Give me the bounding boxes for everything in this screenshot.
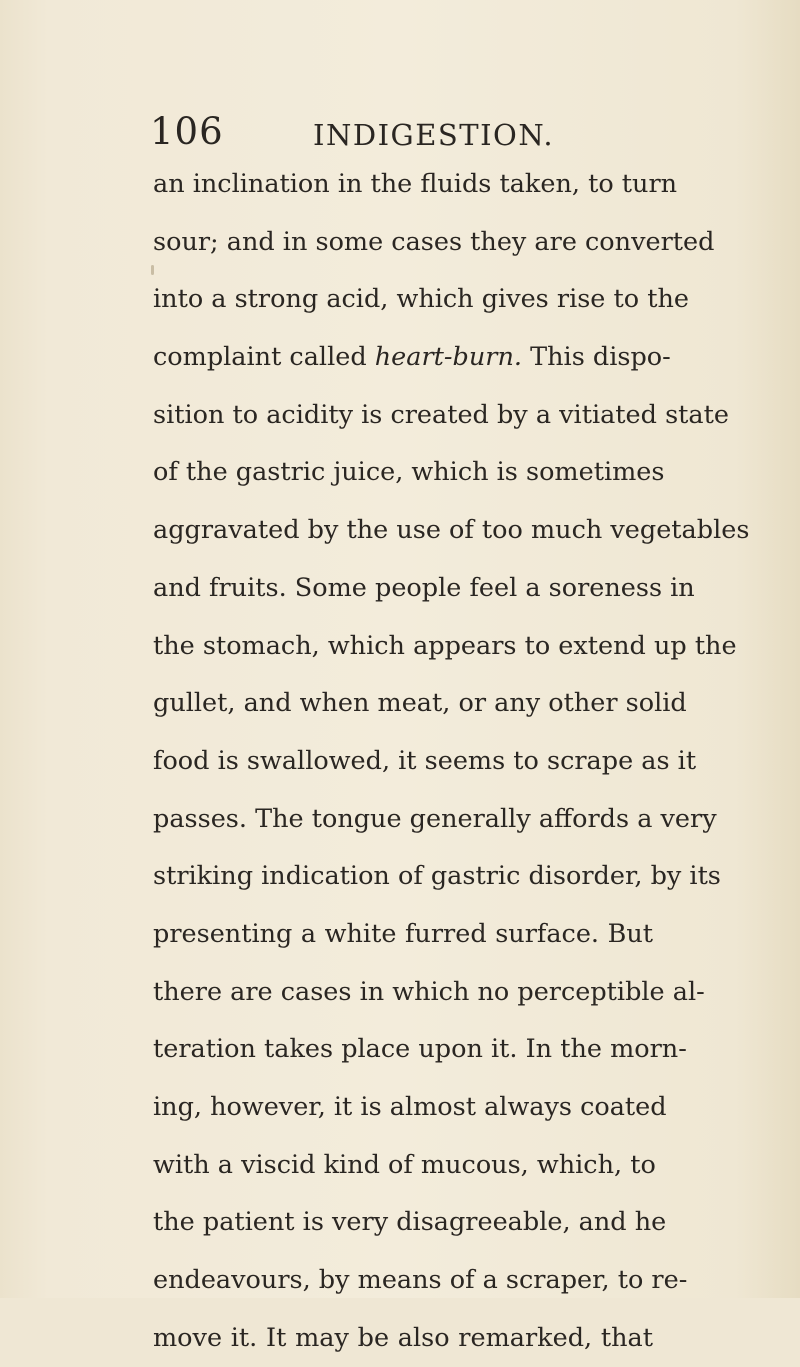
text-line: an inclination in the fluids taken, to turn [153, 169, 678, 199]
italic-term: heart-burn. [374, 342, 522, 373]
text-line: the stomach, which appears to extend up the [153, 630, 737, 661]
text-line: aggravated by the use of too much vegetables [153, 515, 750, 546]
text-line: move it. It may be also remarked, that [153, 1322, 653, 1353]
text-line: complaint called heart-burn. This dispo- [153, 342, 671, 373]
text-line: and fruits. Some people feel a soreness in [153, 572, 695, 603]
text-line: food is swallowed, it seems to scrape as it [153, 745, 697, 776]
text-line: teration takes place upon it. In the morn- [153, 1034, 687, 1065]
text-line: sition to acidity is created by a vitiated state [153, 399, 729, 430]
text-line: passes. The tongue generally affords a very [153, 803, 717, 834]
text-line: sour; and in some cases they are converted [153, 226, 715, 257]
text-line: gullet, and when meat, or any other solid [153, 688, 687, 719]
text-line: the patient is very disagreeable, and he [153, 1207, 667, 1238]
text-line: into a strong acid, which gives rise to the [153, 284, 689, 315]
text-line: ing, however, it is almost always coated [153, 1092, 667, 1122]
running-title: INDIGESTION. [313, 118, 555, 152]
text-line: there are cases in which no perceptible al- [153, 976, 705, 1007]
text-line: presenting a white furred surface. But [153, 918, 653, 949]
page-number: 106 [150, 110, 224, 153]
text-line: with a viscid kind of mucous, which, to [153, 1149, 656, 1180]
text-line: striking indication of gastric disorder, by its [153, 861, 721, 892]
body-text [153, 156, 750, 1367]
text-line: of the gastric juice, which is sometimes [153, 457, 665, 488]
text-line: endeavours, by means of a scraper, to re- [153, 1265, 688, 1296]
